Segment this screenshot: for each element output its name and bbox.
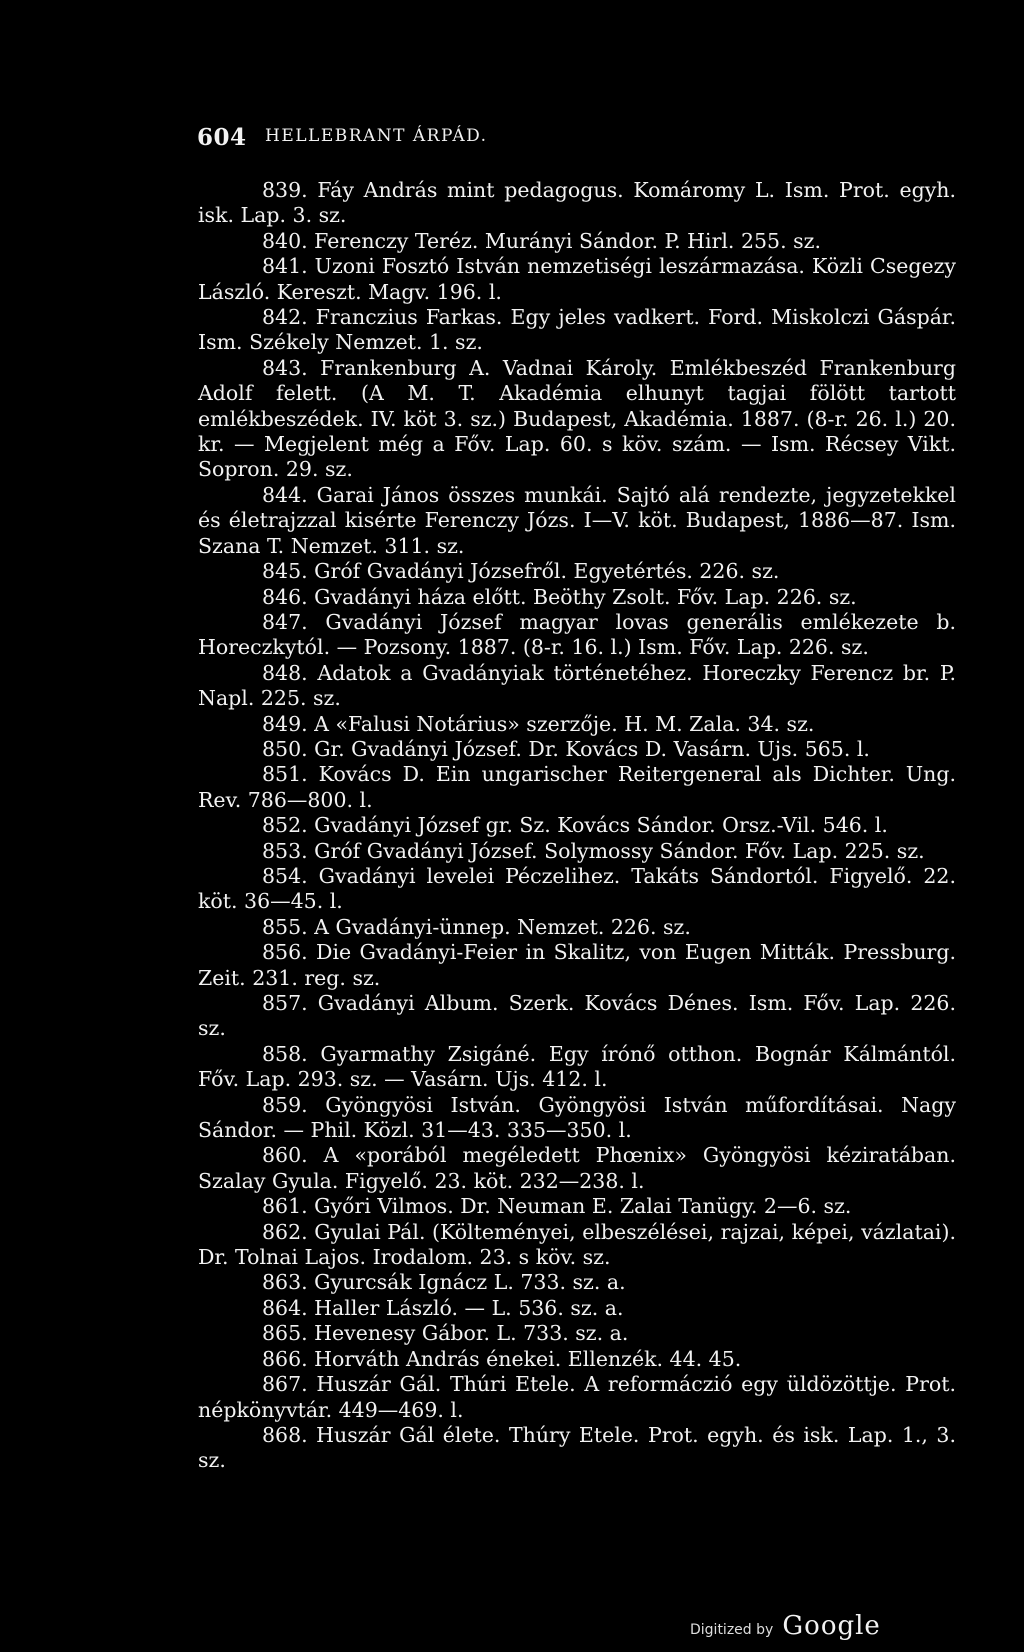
google-logo: Google — [782, 1611, 881, 1641]
digitized-by-label: Digitized by — [690, 1622, 774, 1638]
bibliography-entry: 846. Gvadányi háza előtt. Beöthy Zsolt. Főv. Lap. 226. sz. — [262, 584, 857, 609]
bibliography-entry: 843. Frankenburg A. Vadnai Károly. Emlékbeszéd Frankenburg Adolf felett. (A M. T. Akadémia elhunyt tagjai fölött tartott emlékbeszédek. IV. köt 3. sz.) Budapest, Akadémia. 1887. (8-r. 26. l.) 20. kr. — Megjelent még a Főv. Lap. 60. s köv. szám. — Ism. Récsey Vikt. Sopron. 29. sz. — [198, 355, 956, 482]
bibliography-entry: 858. Gyarmathy Zsigáné. Egy írónő otthon. Bognár Kálmántól. Főv. Lap. 293. sz. — Vasárn. Ujs. 412. l. — [198, 1041, 956, 1092]
bibliography-entry: 855. A Gvadányi-ünnep. Nemzet. 226. sz. — [262, 914, 691, 939]
bibliography-entry: 848. Adatok a Gvadányiak történetéhez. Horeczky Ferencz br. P. Napl. 225. sz. — [198, 660, 956, 711]
bibliography-entry: 861. Győri Vilmos. Dr. Neuman E. Zalai Tanügy. 2—6. sz. — [262, 1194, 852, 1219]
bibliography-entry: 845. Gróf Gvadányi Józsefről. Egyetértés. 226. sz. — [262, 559, 780, 584]
bibliography-entry: 868. Huszár Gál élete. Thúry Etele. Prot. egyh. és isk. Lap. 1., 3. sz. — [198, 1422, 956, 1473]
digitization-watermark — [690, 1611, 881, 1641]
running-head: HELLEBRANT ÁRPÁD. — [265, 126, 488, 146]
bibliography-entry: 849. A «Falusi Notárius» szerzője. H. M. Zala. 34. sz. — [262, 711, 815, 736]
page-header — [197, 124, 957, 151]
bibliography-entry: 852. Gvadányi József gr. Sz. Kovács Sándor. Orsz.-Vil. 546. l. — [262, 813, 888, 838]
bibliography-entry: 841. Uzoni Fosztó István nemzetiségi leszármazása. Közli Csegezy László. Kereszt. Magv. 196. l. — [198, 254, 956, 304]
bibliography-entry: 854. Gvadányi levelei Péczelihez. Takáts Sándortól. Figyelő. 22. köt. 36—45. l. — [198, 863, 956, 914]
bibliography-entry: 864. Haller László. — L. 536. sz. a. — [262, 1295, 624, 1320]
page-number: 604 — [197, 124, 247, 151]
bibliography-entry: 857. Gvadányi Album. Szerk. Kovács Dénes. Ism. Főv. Lap. 226. sz. — [198, 991, 956, 1041]
bibliography-entry: 866. Horváth András énekei. Ellenzék. 44. 45. — [262, 1346, 742, 1371]
bibliography-entry: 850. Gr. Gvadányi József. Dr. Kovács D. Vasárn. Ujs. 565. l. — [262, 736, 870, 761]
bibliography-entries — [198, 178, 956, 1474]
bibliography-entry: 862. Gyulai Pál. (Költeményei, elbeszélései, rajzai, képei, vázlatai). Dr. Tolnai Lajos. Irodalom. 23. s köv. sz. — [198, 1219, 956, 1270]
bibliography-entry: 851. Kovács D. Ein ungarischer Reitergeneral als Dichter. Ung. Rev. 786—800. l. — [198, 762, 956, 812]
bibliography-entry: 859. Gyöngyösi István. Gyöngyösi István műfordításai. Nagy Sándor. — Phil. Közl. 31—43. 335—350. l. — [198, 1092, 956, 1143]
bibliography-entry: 839. Fáy András mint pedagogus. Komáromy L. Ism. Prot. egyh. isk. Lap. 3. sz. — [198, 178, 956, 228]
bibliography-entry: 840. Ferenczy Teréz. Murányi Sándor. P. Hirl. 255. sz. — [262, 228, 821, 253]
bibliography-entry: 863. Gyurcsák Ignácz L. 733. sz. a. — [262, 1270, 626, 1295]
bibliography-entry: 847. Gvadányi József magyar lovas generális emlékezete b. Horeczkytól. — Pozsony. 1887. (8-r. 16. l.) Ism. Főv. Lap. 226. sz. — [198, 609, 956, 660]
bibliography-entry: 856. Die Gvadányi-Feier in Skalitz, von Eugen Mitták. Pressburg. Zeit. 231. reg. sz. — [198, 940, 956, 990]
bibliography-entry: 865. Hevenesy Gábor. L. 733. sz. a. — [262, 1321, 629, 1346]
bibliography-entry: 844. Garai János összes munkái. Sajtó alá rendezte, jegyzetekkel és életrajzzal kisérte Ferenczy Józs. I—V. köt. Budapest, 1886—87. Ism. Szana T. Nemzet. 311. sz. — [198, 482, 956, 558]
bibliography-entry: 853. Gróf Gvadányi József. Solymossy Sándor. Főv. Lap. 225. sz. — [262, 838, 925, 863]
bibliography-entry: 860. A «porából megéledett Phœnix» Gyöngyösi kéziratában. Szalay Gyula. Figyelő. 23. köt. 232—238. l. — [198, 1143, 956, 1193]
bibliography-entry: 842. Franczius Farkas. Egy jeles vadkert. Ford. Miskolczi Gáspár. Ism. Székely Nemzet. 1. sz. — [198, 305, 956, 355]
bibliography-entry: 867. Huszár Gál. Thúri Etele. A reformáczió egy üldözöttje. Prot. népkönyvtár. 449—469. l. — [198, 1372, 956, 1422]
